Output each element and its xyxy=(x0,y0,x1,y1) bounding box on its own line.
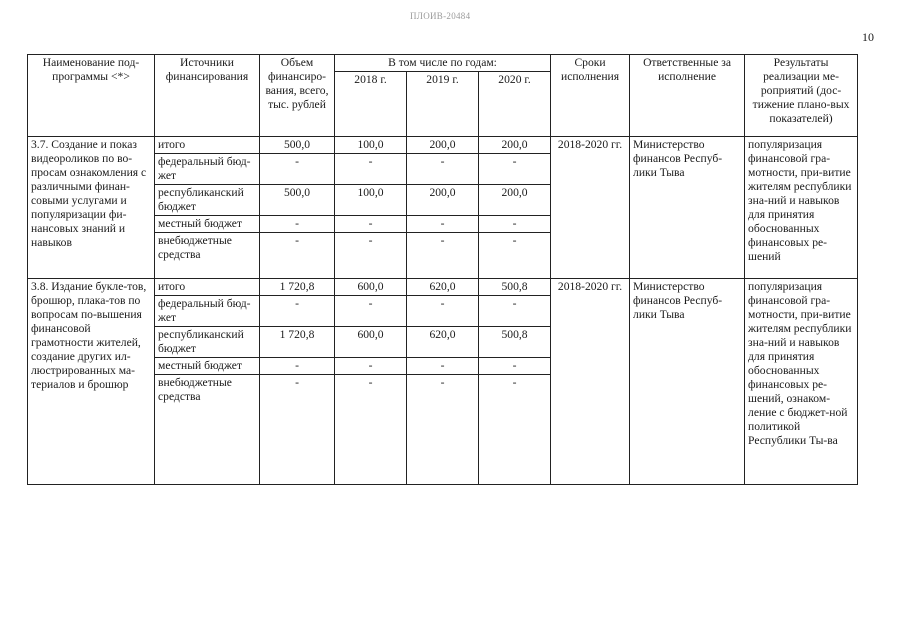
year-2018-cell: - xyxy=(335,216,407,233)
year-2020-cell: - xyxy=(479,216,551,233)
year-2020-cell: 200,0 xyxy=(479,185,551,216)
responsible-cell: Министерство финансов Респуб-лики Тыва xyxy=(630,137,745,279)
document-stamp: ПЛОИВ-20484 xyxy=(410,11,471,21)
year-2019-cell: 200,0 xyxy=(407,185,479,216)
header-volume: Объем финансиро-вания, всего, тыс. рублей xyxy=(260,55,335,137)
results-cell: популяризация финансовой гра-мотности, при-витие жителям республики зна-ний и навыков для принятия обоснованных финансовых ре-шений xyxy=(745,137,858,279)
table-row xyxy=(28,137,858,154)
subprogram-name: 3.7. Создание и показ видеороликов по во-просам ознакомления с различными финан-совыми услугами и популяризации фи-нансовых знаний и навыков xyxy=(28,137,155,279)
year-2019-cell: - xyxy=(407,216,479,233)
year-2018-cell: - xyxy=(335,358,407,375)
results-cell: популяризация финансовой гра-мотности, при-витие жителям республики зна-ний и навыков для принятия обоснованных финансовых ре-шений, ознаком-ление с бюджет-ной политикой Республики Ты-ва xyxy=(745,279,858,485)
year-2019-cell: 200,0 xyxy=(407,137,479,154)
header-responsible: Ответственные за исполнение xyxy=(630,55,745,137)
header-year-2019: 2019 г. xyxy=(407,72,479,137)
source-cell: федеральный бюд-жет xyxy=(155,296,260,327)
year-2018-cell: 100,0 xyxy=(335,185,407,216)
year-2019-cell: - xyxy=(407,375,479,485)
source-cell: республиканский бюджет xyxy=(155,185,260,216)
terms-cell: 2018-2020 гг. xyxy=(551,137,630,279)
header-results: Результаты реализации ме-роприятий (дос-тижение плано-вых показателей) xyxy=(745,55,858,137)
year-2018-cell: - xyxy=(335,296,407,327)
year-2020-cell: 500,8 xyxy=(479,279,551,296)
header-year-2020: 2020 г. xyxy=(479,72,551,137)
table-row xyxy=(28,279,858,296)
year-2018-cell: - xyxy=(335,233,407,279)
subprogram-name: 3.8. Издание букле-тов, брошюр, плака-тов по вопросам по-вышения финансовой грамотности жителей, создание других ил-люстрированных ма-териалов и брошюр xyxy=(28,279,155,485)
total-cell: - xyxy=(260,154,335,185)
source-cell: местный бюджет xyxy=(155,216,260,233)
header-terms: Сроки исполнения xyxy=(551,55,630,137)
terms-cell: 2018-2020 гг. xyxy=(551,279,630,485)
total-cell: - xyxy=(260,358,335,375)
year-2020-cell: 200,0 xyxy=(479,137,551,154)
source-cell: итого xyxy=(155,137,260,154)
header-by-years: В том числе по годам: xyxy=(335,55,551,72)
year-2020-cell: 500,8 xyxy=(479,327,551,358)
total-cell: 1 720,8 xyxy=(260,327,335,358)
total-cell: 1 720,8 xyxy=(260,279,335,296)
page-number: 10 xyxy=(862,30,874,44)
source-cell: внебюджетные средства xyxy=(155,375,260,485)
year-2020-cell: - xyxy=(479,296,551,327)
year-2020-cell: - xyxy=(479,154,551,185)
year-2019-cell: - xyxy=(407,358,479,375)
year-2020-cell: - xyxy=(479,358,551,375)
responsible-cell: Министерство финансов Респуб-лики Тыва xyxy=(630,279,745,485)
year-2020-cell: - xyxy=(479,375,551,485)
source-cell: республиканский бюджет xyxy=(155,327,260,358)
year-2018-cell: 100,0 xyxy=(335,137,407,154)
total-cell: - xyxy=(260,216,335,233)
financing-table xyxy=(27,54,858,485)
total-cell: 500,0 xyxy=(260,137,335,154)
year-2019-cell: - xyxy=(407,233,479,279)
total-cell: 500,0 xyxy=(260,185,335,216)
year-2019-cell: 620,0 xyxy=(407,327,479,358)
header-sources: Источники финансирования xyxy=(155,55,260,137)
total-cell: - xyxy=(260,375,335,485)
table-body xyxy=(28,137,858,485)
year-2019-cell: 620,0 xyxy=(407,279,479,296)
year-2020-cell: - xyxy=(479,233,551,279)
header-year-2018: 2018 г. xyxy=(335,72,407,137)
header-name: Наименование под-программы <*> xyxy=(28,55,155,137)
total-cell: - xyxy=(260,233,335,279)
source-cell: местный бюджет xyxy=(155,358,260,375)
year-2018-cell: 600,0 xyxy=(335,279,407,296)
source-cell: итого xyxy=(155,279,260,296)
year-2018-cell: 600,0 xyxy=(335,327,407,358)
source-cell: внебюджетные средства xyxy=(155,233,260,279)
year-2019-cell: - xyxy=(407,154,479,185)
year-2018-cell: - xyxy=(335,154,407,185)
year-2018-cell: - xyxy=(335,375,407,485)
source-cell: федеральный бюд-жет xyxy=(155,154,260,185)
year-2019-cell: - xyxy=(407,296,479,327)
total-cell: - xyxy=(260,296,335,327)
